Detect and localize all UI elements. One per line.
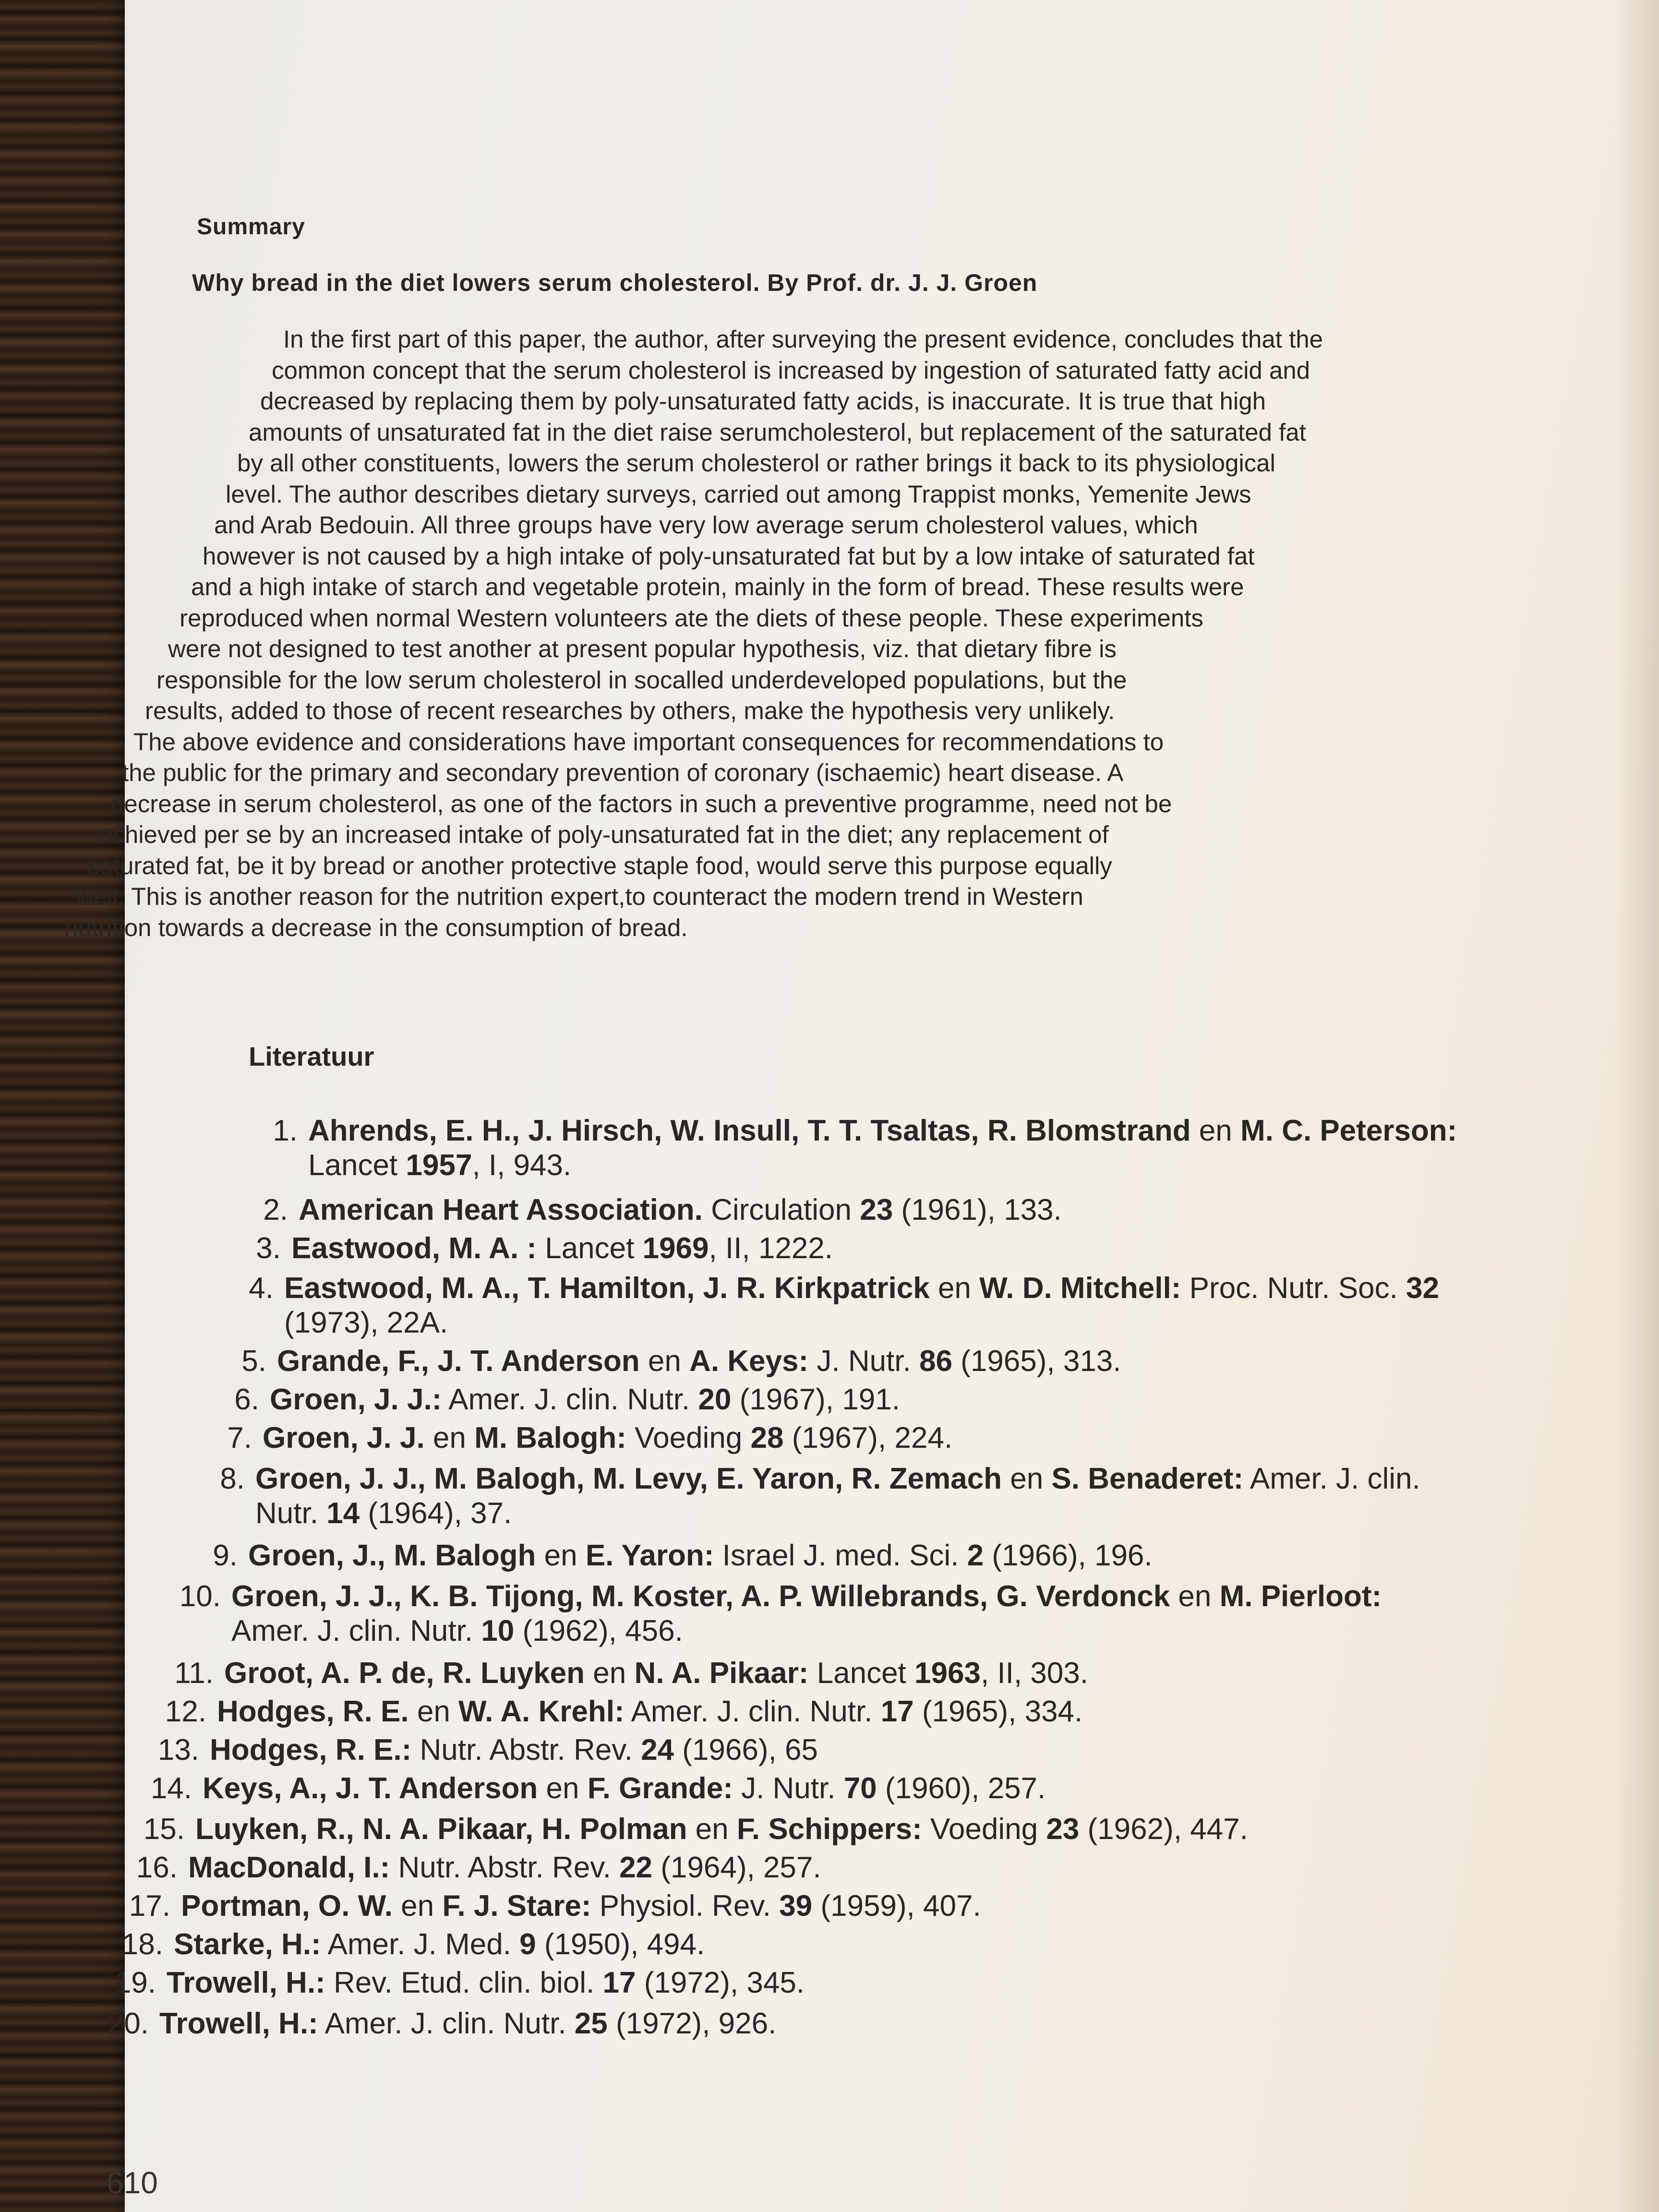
- reference-journal: Nutr. Abstr. Rev.: [390, 1851, 620, 1884]
- abstract-line: well. This is another reason for the nutrition expert,to counteract the modern trend in Western: [76, 883, 1083, 910]
- reference-details: (1972), 926.: [607, 2007, 777, 2040]
- reference-number: 14.: [150, 1772, 192, 1805]
- reference-authors: Groot, A. P. de, R. Luyken: [224, 1657, 585, 1690]
- reference-authors: Portman, O. W.: [181, 1889, 393, 1923]
- reference-number: 12.: [165, 1695, 206, 1728]
- reference-conjunction: en: [929, 1272, 980, 1305]
- reference-volume: 2: [967, 1539, 984, 1572]
- reference-number: 8.: [220, 1462, 245, 1495]
- reference-item: [216, 1382, 900, 1417]
- reference-journal: Physiol. Rev.: [591, 1889, 780, 1923]
- reference-authors: Trowell, H.:: [167, 1966, 325, 1999]
- reference-last-author: S. Benaderet:: [1051, 1462, 1244, 1495]
- summary-heading: Summary: [197, 214, 305, 240]
- literature-heading: Literatuur: [249, 1041, 374, 1071]
- reference-number: 10.: [179, 1580, 221, 1613]
- abstract-line: by all other constituents, lowers the serum cholesterol or rather brings it back to its physiological: [237, 449, 1275, 477]
- reference-conjunction: en: [1190, 1114, 1240, 1147]
- abstract-line: In the first part of this paper, the author, after surveying the present evidence, concludes that the: [283, 325, 1323, 353]
- abstract-line: common concept that the serum cholesterol is increased by ingestion of saturated fatty acid and: [272, 356, 1310, 384]
- abstract-line: results, added to those of recent researches by others, make the hypothesis very unlikely.: [145, 697, 1115, 724]
- abstract-line: decrease in serum cholesterol, as one of the factors in such a preventive programme, need not be: [110, 790, 1172, 817]
- abstract-line: nutrition towards a decrease in the consumption of bread.: [64, 914, 688, 941]
- reference-number: 15.: [143, 1813, 185, 1846]
- reference-journal: Lancet: [308, 1149, 406, 1182]
- reference-conjunction: en: [585, 1657, 635, 1690]
- reference-number: 2.: [263, 1193, 288, 1226]
- reference-volume: 23: [1046, 1813, 1080, 1846]
- reference-authors: Groen, J. J., K. B. Tijong, M. Koster, A. P. Willebrands, G. Verdonck: [231, 1580, 1170, 1613]
- abstract-line: were not designed to test another at present popular hypothesis, viz. that dietary fibre is: [168, 635, 1117, 662]
- reference-number: 3.: [256, 1232, 281, 1265]
- reference-authors: Groen, J. J.:: [270, 1383, 442, 1416]
- abstract-line: The above evidence and considerations have important consequences for recommendations to: [133, 728, 1164, 756]
- reference-details: (1973), 22A.: [284, 1306, 448, 1339]
- reference-details: (1967), 224.: [783, 1421, 953, 1455]
- reference-journal: Amer. J. clin.: [1243, 1462, 1420, 1495]
- reference-conjunction: en: [409, 1695, 459, 1728]
- reference-authors: Groen, J. J.: [263, 1421, 425, 1455]
- reference-details: , II, 303.: [980, 1657, 1088, 1690]
- reference-volume: 70: [843, 1772, 877, 1805]
- reference-item: [163, 1695, 1082, 1729]
- reference-journal: Voeding: [922, 1813, 1046, 1846]
- reference-item: [230, 1271, 1439, 1340]
- reference-last-author: F. J. Stare:: [442, 1889, 591, 1923]
- reference-authors: Grande, F., J. T. Anderson: [277, 1345, 640, 1378]
- reference-journal: Nutr.: [255, 1497, 327, 1530]
- reference-conjunction: en: [687, 1813, 737, 1846]
- reference-last-author: M. Pierloot:: [1219, 1580, 1382, 1613]
- reference-authors: Luyken, R., N. A. Pikaar, H. Polman: [195, 1813, 687, 1846]
- reference-number: 9.: [213, 1539, 238, 1572]
- reference-number: 20.: [107, 2007, 149, 2040]
- reference-volume: 20: [698, 1383, 732, 1416]
- reference-conjunction: en: [536, 1539, 586, 1572]
- reference-authors: MacDonald, I.:: [188, 1851, 390, 1884]
- abstract-line: achieved per se by an increased intake of poly-unsaturated fat in the diet; any replacement of: [99, 821, 1109, 848]
- reference-item: [178, 1579, 1382, 1648]
- reference-item: [202, 1462, 1420, 1531]
- reference-details: (1965), 313.: [952, 1345, 1121, 1378]
- abstract-line: decreased by replacing them by poly-unsaturated fatty acids, is inaccurate. It is true that high: [260, 387, 1266, 415]
- reference-journal: Amer. J. clin. Nutr.: [231, 1614, 481, 1647]
- reference-details: (1964), 37.: [360, 1497, 512, 1530]
- reference-details: (1950), 494.: [536, 1928, 705, 1961]
- reference-item: [170, 1656, 1088, 1691]
- reference-journal: Lancet: [536, 1232, 643, 1265]
- reference-volume: 1969: [642, 1232, 709, 1265]
- reference-details: , I, 943.: [472, 1149, 572, 1182]
- reference-item: [254, 1114, 1457, 1183]
- reference-conjunction: en: [392, 1889, 443, 1923]
- reference-volume: 17: [880, 1695, 914, 1728]
- abstract-line: level. The author describes dietary surveys, carried out among Trappist monks, Yemenite Jews: [226, 480, 1251, 508]
- reference-last-author: F. Schippers:: [736, 1813, 922, 1846]
- reference-number: 17.: [129, 1889, 170, 1923]
- reference-item: [238, 1231, 833, 1266]
- reference-authors: Trowell, H.:: [159, 2007, 318, 2040]
- reference-last-author: E. Yaron:: [585, 1539, 714, 1572]
- reference-item: [142, 1812, 1248, 1847]
- reference-journal: Israel J. med. Sci.: [714, 1539, 967, 1572]
- reference-details: (1962), 456.: [514, 1614, 683, 1647]
- abstract-line: saturated fat, be it by bread or another protective staple food, would serve this purpose equally: [87, 852, 1112, 879]
- reference-details: (1964), 257.: [652, 1851, 821, 1884]
- reference-number: 4.: [249, 1272, 274, 1305]
- reference-volume: 17: [602, 1966, 636, 1999]
- reference-journal: Circulation: [702, 1193, 860, 1226]
- reference-details: (1965), 334.: [914, 1695, 1083, 1728]
- reference-number: 6.: [234, 1383, 259, 1416]
- reference-authors: Eastwood, M. A., T. Hamilton, J. R. Kirkpatrick: [284, 1272, 930, 1305]
- reference-item: [223, 1344, 1121, 1379]
- reference-authors: Hodges, R. E.:: [210, 1733, 412, 1767]
- reference-journal: J. Nutr.: [733, 1772, 844, 1805]
- reference-continuation: [254, 1148, 1457, 1183]
- reference-authors: Keys, A., J. T. Anderson: [203, 1772, 538, 1805]
- abstract-line: responsible for the low serum cholesterol in socalled underdeveloped populations, but the: [156, 666, 1127, 694]
- reference-item: [245, 1193, 1062, 1227]
- reference-item: [106, 2007, 776, 2041]
- summary-title: Why bread in the diet lowers serum cholesterol. By Prof. dr. J. J. Groen: [192, 269, 1038, 296]
- reference-last-author: W. A. Krehl:: [458, 1695, 625, 1728]
- reference-conjunction: en: [1002, 1462, 1052, 1495]
- reference-last-author: A. Keys:: [689, 1345, 809, 1378]
- abstract-line: amounts of unsaturated fat in the diet raise serumcholesterol, but replacement of the saturated fat: [249, 418, 1306, 446]
- reference-number: 7.: [227, 1421, 252, 1455]
- reference-last-author: F. Grande:: [587, 1772, 733, 1805]
- reference-details: (1959), 407.: [812, 1889, 981, 1923]
- reference-item: [194, 1539, 1153, 1573]
- abstract-line: and Arab Bedouin. All three groups have very low average serum cholesterol values, which: [214, 511, 1198, 539]
- reference-journal: J. Nutr.: [808, 1345, 919, 1378]
- reference-item: [120, 1927, 705, 1962]
- reference-last-author: N. A. Pikaar:: [634, 1657, 809, 1690]
- reference-continuation: [178, 1614, 1382, 1648]
- reference-item: [127, 1889, 981, 1923]
- reference-journal: Voeding: [626, 1421, 751, 1455]
- reference-last-author: M. C. Peterson:: [1240, 1114, 1457, 1147]
- reference-item: [134, 1851, 821, 1885]
- reference-journal: Nutr. Abstr. Rev.: [411, 1733, 641, 1767]
- reference-authors: Ahrends, E. H., J. Hirsch, W. Insull, T. T. Tsaltas, R. Blomstrand: [308, 1114, 1191, 1147]
- reference-volume: 86: [919, 1345, 952, 1378]
- reference-continuation: [202, 1496, 1420, 1531]
- reference-journal: Amer. J. clin. Nutr.: [442, 1383, 698, 1416]
- reference-volume: 23: [860, 1193, 893, 1226]
- abstract-line: reproduced when normal Western volunteers ate the diets of these people. These experiments: [180, 604, 1203, 632]
- reference-number: 16.: [136, 1851, 178, 1884]
- reference-authors: Starke, H.:: [174, 1928, 321, 1961]
- reference-item: [149, 1771, 1046, 1806]
- reference-details: (1967), 191.: [731, 1383, 900, 1416]
- reference-journal: Lancet: [808, 1657, 915, 1690]
- reference-conjunction: en: [424, 1421, 475, 1455]
- reference-details: (1962), 447.: [1079, 1813, 1248, 1846]
- reference-details: (1966), 196.: [984, 1539, 1153, 1572]
- reference-item: [209, 1421, 952, 1455]
- reference-conjunction: en: [538, 1772, 588, 1805]
- reference-number: 19.: [114, 1966, 156, 1999]
- reference-volume: 10: [481, 1614, 515, 1647]
- reference-authors: Groen, J., M. Balogh: [248, 1539, 536, 1572]
- reference-details: (1972), 345.: [636, 1966, 805, 1999]
- reference-number: 13.: [157, 1733, 199, 1767]
- reference-number: 11.: [174, 1657, 214, 1690]
- reference-volume: 39: [779, 1889, 813, 1923]
- reference-volume: 32: [1406, 1272, 1439, 1305]
- reference-details: , II, 1222.: [709, 1232, 833, 1265]
- reference-journal: Proc. Nutr. Soc.: [1181, 1272, 1406, 1305]
- reference-journal: Amer. J. clin. Nutr.: [318, 2007, 575, 2040]
- reference-journal: Amer. J. clin. Nutr.: [624, 1695, 881, 1728]
- reference-journal: Rev. Etud. clin. biol.: [325, 1966, 603, 1999]
- reference-volume: 28: [750, 1421, 784, 1455]
- page-number: 610: [107, 2165, 158, 2200]
- reference-details: (1961), 133.: [893, 1193, 1062, 1226]
- reference-conjunction: en: [1170, 1580, 1220, 1613]
- abstract-line: the public for the primary and secondary prevention of coronary (ischaemic) heart disease. A: [122, 759, 1124, 786]
- reference-authors: Hodges, R. E.: [217, 1695, 409, 1728]
- reference-volume: 22: [619, 1851, 653, 1884]
- reference-authors: American Heart Association.: [299, 1193, 703, 1226]
- reference-number: 1.: [273, 1114, 298, 1147]
- abstract-line: and a high intake of starch and vegetable protein, mainly in the form of bread. These results were: [191, 573, 1244, 601]
- reference-last-author: W. D. Mitchell:: [979, 1272, 1181, 1305]
- reference-details: (1966), 65: [674, 1733, 818, 1767]
- reference-volume: 25: [574, 2007, 608, 2040]
- reference-details: (1960), 257.: [877, 1772, 1046, 1805]
- reference-number: 5.: [241, 1345, 266, 1378]
- reference-last-author: M. Balogh:: [474, 1421, 626, 1455]
- reference-authors: Groen, J. J., M. Balogh, M. Levy, E. Yaron, R. Zemach: [255, 1462, 1002, 1495]
- reference-volume: 1963: [914, 1657, 981, 1690]
- reference-volume: 1957: [406, 1149, 472, 1182]
- reference-journal: Amer. J. Med.: [321, 1928, 520, 1961]
- reference-volume: 24: [641, 1733, 674, 1767]
- reference-number: 18.: [121, 1928, 163, 1961]
- reference-continuation: [230, 1306, 1439, 1340]
- reference-volume: 9: [519, 1928, 536, 1961]
- reference-item: [113, 1966, 805, 2000]
- abstract-line: however is not caused by a high intake of poly-unsaturated fat but by a low intake of saturated fat: [203, 542, 1255, 570]
- reference-volume: 14: [326, 1497, 360, 1530]
- reference-item: [156, 1733, 818, 1767]
- reference-authors: Eastwood, M. A. :: [291, 1232, 537, 1265]
- reference-conjunction: en: [639, 1345, 690, 1378]
